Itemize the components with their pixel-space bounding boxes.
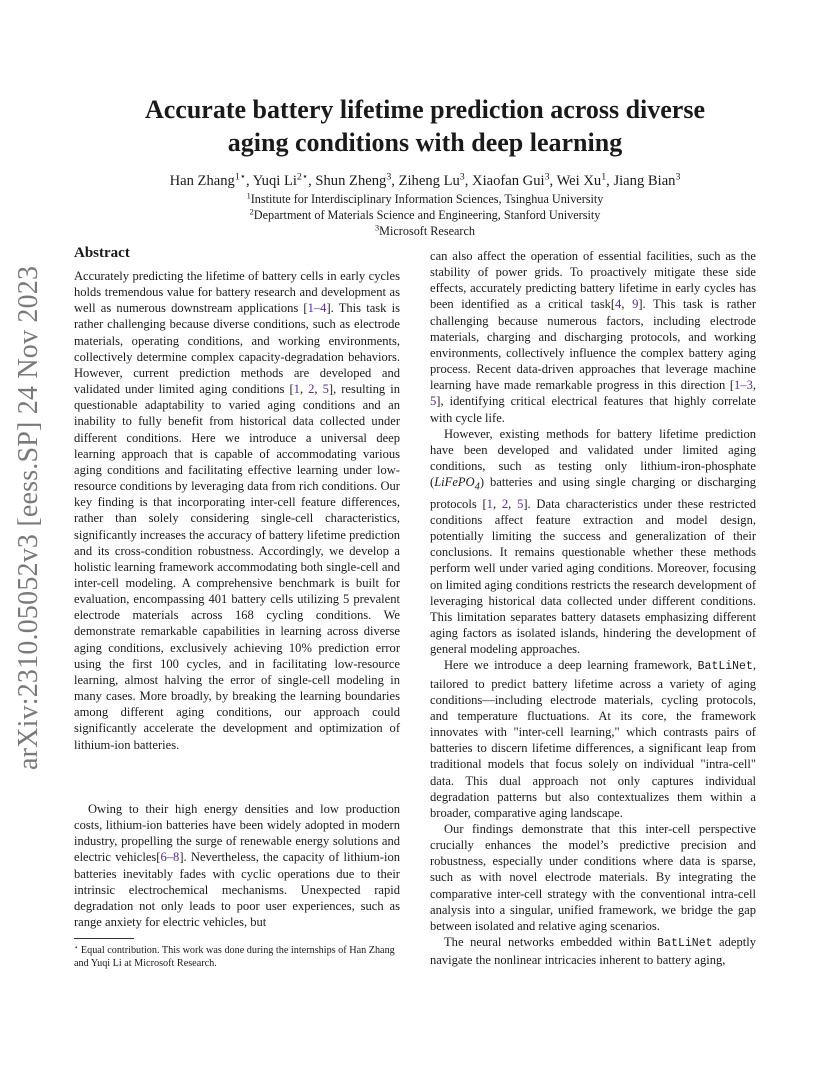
body-paragraph: Here we introduce a deep learning framework, BatLiNet, tailored to predict battery lifetime across a variety of aging conditions—including electrode materials, cycling protocols, and temperature fluctuations. At its core, the framework innovates with "inter-cell learning," which contrasts pairs of batteries to discern lifetime differences, a significant leap from traditional models that focus solely on individual "intra-cell" data. This dual approach not only captures individual degradation patterns but also contextualizes them within a broader, comparative aging landscape.: [430, 658, 756, 820]
body-paragraph: can also affect the operation of essential facilities, such as the stability of power grids. To proactively mitigate these side effects, accurately predicting battery lifetime in early cycles has been identified as a critical task[4, 9]. This task is rather challenging because numerous factors, including electrode materials, charging and discharging protocols, and working environments, collectively influence the complex battery aging process. Recent data-driven approaches that leverage machine learning have made remarkable progress in this direction [1–3, 5], identifying critical electrical features that highly correlate with cycle life.: [430, 249, 756, 425]
abstract-heading: Abstract: [74, 245, 130, 261]
title-line-2: aging conditions with deep learning: [227, 128, 623, 157]
author-sup: 1⋆: [234, 171, 246, 183]
author: Ziheng Lu: [398, 173, 460, 189]
right-column: [430, 248, 756, 968]
model-name: BatLiNet: [697, 660, 753, 674]
author-sup: 1: [601, 171, 607, 183]
affiliation-1: [60, 191, 790, 207]
author: Shun Zheng: [315, 173, 387, 189]
footnote: [74, 944, 400, 970]
intro-left-column: [74, 801, 400, 930]
author-sup: 2⋆: [296, 171, 309, 183]
author: Yuqi Li: [252, 173, 297, 189]
author-sup: 3: [544, 171, 550, 183]
affiliation-sup: 1: [246, 191, 251, 201]
citation-link[interactable]: 5: [517, 496, 524, 511]
author: Jiang Bian: [613, 173, 676, 189]
author-list: Han Zhang$^{1⋆}$, Yuqi $Li^{2⋆}$, Shun Zheng$^3$, Ziheng Lu$^3$, Xiaofan Gui$^3$, Wei Xu$^1$, Jiang Bian$^3$: [169, 171, 681, 189]
intro-paragraph: Owing to their high energy densities and low production costs, lithium-ion batteries have been widely adopted in modern industry, propelling the surge of renewable energy solutions and electric vehicles[6–8]. Nevertheless, the capacity of lithium-ion batteries inevitably fades with cyclic operations due to their intrinsic electrochemical mechanisms. Unexpected rapid degradation not only leads to poor user experiences, such as range anxiety for electric vehicles, but: [74, 802, 400, 930]
citation-link[interactable]: 1–3: [734, 378, 753, 393]
citation-link[interactable]: 1–4: [307, 301, 327, 316]
author-sup: 3: [675, 171, 681, 183]
citation-link[interactable]: 5: [322, 382, 329, 397]
citation-link[interactable]: 1: [486, 496, 493, 511]
citation-link[interactable]: 2: [501, 496, 509, 511]
affiliation-text: Microsoft Research: [379, 224, 475, 238]
author-sup: 3: [386, 171, 392, 183]
affiliation-2: [60, 207, 790, 223]
author-sup: 3: [459, 171, 465, 183]
body-paragraph: Our findings demonstrate that this inter-cell perspective crucially enhances the model’s predictive precision and robustness, especially under conditions where data is sparse, such as with novel electrode materials. By integrating the comparative inter-cell strategy with the conventional intra-cell analysis into a singular, unified framework, we bridge the gap between isolated and relative aging scenarios.: [430, 821, 756, 933]
footnote-text: Equal contribution. This work was done during the internships of Han Zhang and Yuqi Li at Microsoft Research.: [74, 945, 395, 969]
title-line-1: Accurate battery lifetime prediction across diverse: [144, 95, 706, 124]
footnote-divider: [74, 938, 134, 939]
citation-link[interactable]: 1: [293, 382, 300, 397]
arxiv-identifier: arXiv:2310.05052v3 [eess.SP] 24 Nov 2023: [13, 265, 44, 770]
body-paragraph: The neural networks embedded within BatLiNet adeptly navigate the nonlinear intricacies inherent to battery aging,: [430, 935, 756, 968]
affiliation-sup: 2: [249, 207, 254, 217]
author: Han Zhang: [169, 173, 235, 189]
author: Wei Xu: [556, 173, 602, 189]
abstract-body: [74, 268, 400, 753]
author: Xiaofan Gui: [472, 173, 545, 189]
citation-link[interactable]: 5: [430, 394, 437, 409]
chemical-formula: LiFePO$_4$: [434, 475, 480, 493]
footnote-mark: ⋆: [74, 944, 79, 952]
citation-link[interactable]: 9: [632, 297, 639, 312]
citation-link[interactable]: 2: [308, 382, 315, 397]
affiliation-3: [60, 223, 790, 239]
body-paragraph: However, existing methods for battery lifetime prediction have been developed and validated under limited aging conditions, such as testing only lithium-iron-phosphate (LiFePO$_4$) batteries and using single charging or discharging protocols [1, 2, 5]. Data characteristics under these restricted conditions affect feature extraction and model design, potentially limiting the success and generalization of their conclusions. It remains questionable whether these methods perform well under varied aging conditions. Moreover, focusing on limited aging conditions restricts the research development of leveraging historical data collected under different conditions. This limitation separates battery datasets emphasizing different aging factors as isolated islands, hindering the development of general modeling approaches.: [430, 426, 756, 657]
affiliation-text: Department of Materials Science and Engineering, Stanford University: [253, 208, 601, 222]
citation-link[interactable]: 6–8: [160, 850, 180, 865]
abstract-paragraph: Accurately predicting the lifetime of battery cells in early cycles holds tremendous value for battery research and development as well as numerous downstream applications [1–4]. This task is rather challenging because diverse conditions, such as electrode materials, operating conditions, and working environments, collectively determine complex capacity-degradation behaviors. However, current prediction methods are developed and validated under limited aging conditions [1, 2, 5], resulting in questionable adaptability to varied aging conditions and an inability to fully benefit from historical data collected under different conditions. Here we introduce a universal deep learning approach that is capable of accommodating various aging conditions and facilitating effective learning under low-resource conditions by leveraging data from rich conditions. Our key finding is that incorporating inter-cell feature differences, rather than solely considering single-cell characteristics, significantly increases the accuracy of battery lifetime prediction and its cross-condition robustness. Accordingly, we develop a holistic learning framework accommodating both single-cell and inter-cell modeling. A comprehensive benchmark is built for evaluation, encompassing 401 battery cells utilizing 5 prevalent electrode materials across 168 cycling conditions. We demonstrate remarkable capabilities in learning across diverse aging conditions, exclusively achieving 10% prediction error using the first 100 cycles, and in facilitating low-resource learning, almost halving the error of single-cell modeling in many cases. More broadly, by breaking the learning boundaries among different aging conditions, our approach could significantly accelerate the development and optimization of lithium-ion batteries.: [74, 269, 400, 752]
citation-link[interactable]: 4: [615, 297, 622, 312]
affiliation-text: Institute for Interdisciplinary Information Sciences, Tsinghua University: [250, 192, 604, 206]
affiliation-sup: 3: [375, 223, 380, 233]
model-name: BatLiNet: [657, 937, 713, 951]
paper-title: [90, 93, 760, 159]
